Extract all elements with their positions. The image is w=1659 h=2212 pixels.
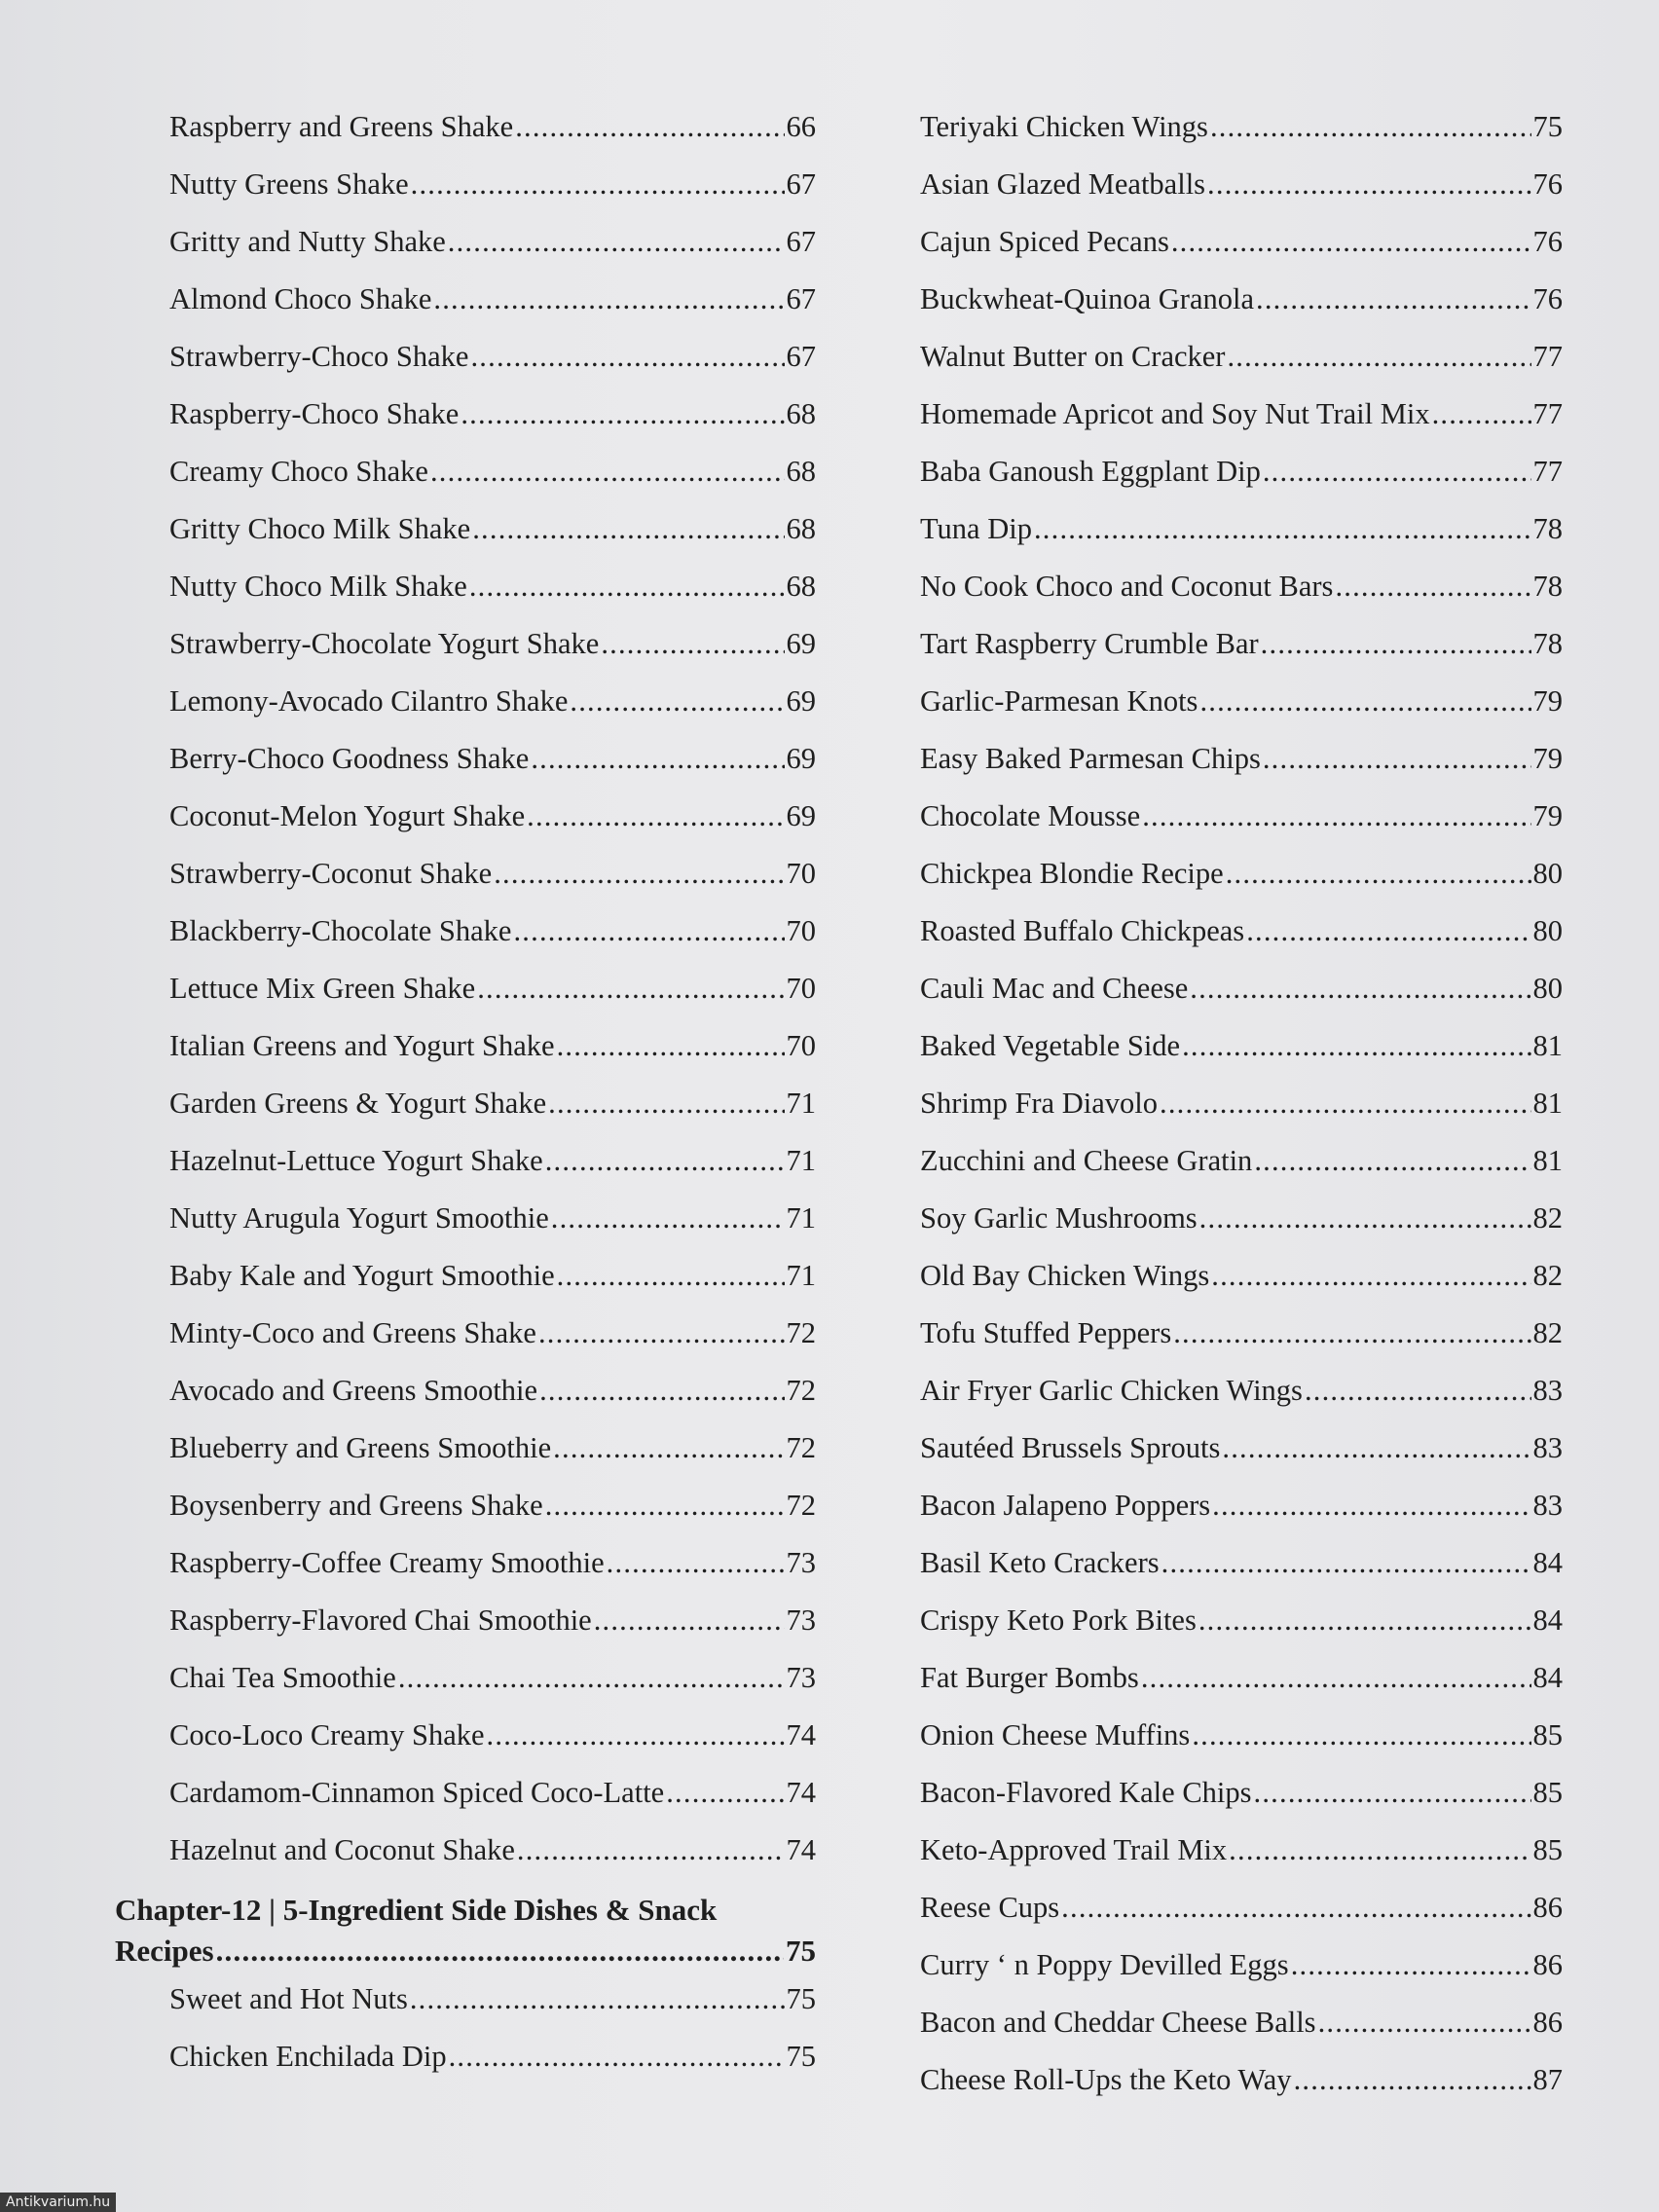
- chapter-heading: [115, 1888, 816, 1979]
- toc-entry: [920, 222, 1563, 279]
- toc-entry-title: Nutty Choco Milk Shake: [169, 570, 467, 603]
- toc-entry-page-number: 68: [786, 455, 816, 488]
- toc-entry-page-number: 76: [1532, 282, 1563, 315]
- dot-leader: [1034, 509, 1531, 548]
- dot-leader: [1171, 222, 1531, 261]
- toc-entry-title: Lettuce Mix Green Shake: [169, 972, 476, 1005]
- toc-entry-title: Easy Baked Parmesan Chips: [920, 742, 1261, 775]
- dot-leader: [1173, 1313, 1530, 1352]
- toc-entry: [115, 509, 816, 567]
- toc-entry: [920, 1141, 1563, 1198]
- toc-entry: [115, 1979, 816, 2037]
- toc-entry-page-number: 71: [786, 1087, 816, 1120]
- toc-entry-title: Blueberry and Greens Smoothie: [169, 1431, 552, 1464]
- toc-entry-title: Nutty Greens Shake: [169, 167, 409, 201]
- toc-entry-page-number: 70: [786, 857, 816, 890]
- dot-leader: [527, 796, 784, 835]
- dot-leader: [594, 1601, 785, 1640]
- dot-leader: [1318, 2003, 1531, 2042]
- dot-leader: [1261, 624, 1531, 663]
- toc-entry-title: Fat Burger Bombs: [920, 1661, 1139, 1694]
- toc-entry: [920, 567, 1563, 624]
- toc-entry: [920, 1888, 1563, 1945]
- toc-entry-title: Buckwheat-Quinoa Granola: [920, 282, 1255, 315]
- toc-entry: [115, 911, 816, 969]
- toc-entry-title: Gritty Choco Milk Shake: [169, 512, 471, 545]
- toc-entry-page-number: 72: [786, 1431, 816, 1464]
- dot-leader: [557, 1256, 785, 1295]
- toc-entry: [115, 394, 816, 452]
- toc-entry-page-number: 82: [1532, 1259, 1563, 1292]
- toc-entry-page-number: 78: [1532, 570, 1563, 603]
- toc-entry-title: Hazelnut and Coconut Shake: [169, 1833, 515, 1866]
- toc-entry-title: Italian Greens and Yogurt Shake: [169, 1029, 555, 1062]
- dot-leader: [1254, 1141, 1530, 1180]
- toc-entry-page-number: 86: [1532, 1948, 1563, 1981]
- toc-entry-page-number: 81: [1532, 1144, 1563, 1177]
- dot-leader: [1263, 739, 1531, 778]
- toc-entry-page-number: 69: [786, 684, 816, 718]
- toc-entry: [920, 969, 1563, 1026]
- toc-entry-title: Baked Vegetable Side: [920, 1029, 1181, 1062]
- toc-entry: [920, 1715, 1563, 1773]
- toc-entry-title: Raspberry-Choco Shake: [169, 397, 460, 430]
- toc-entry-page-number: 75: [1532, 110, 1563, 143]
- dot-leader: [449, 2037, 785, 2076]
- toc-entry: [115, 682, 816, 739]
- toc-entry-page-number: 71: [786, 1259, 816, 1292]
- toc-entry-title: Walnut Butter on Cracker: [920, 340, 1226, 373]
- toc-entry: [920, 739, 1563, 796]
- dot-leader: [1182, 1026, 1530, 1065]
- toc-entry-page-number: 68: [786, 570, 816, 603]
- toc-entry-page-number: 80: [1532, 857, 1563, 890]
- toc-entry: [115, 1084, 816, 1141]
- toc-entry: [115, 1141, 816, 1198]
- dot-leader: [494, 854, 784, 893]
- toc-entry-title: Bacon and Cheddar Cheese Balls: [920, 2006, 1316, 2039]
- toc-entry: [115, 1601, 816, 1658]
- toc-entry-page-number: 82: [1532, 1316, 1563, 1349]
- toc-entry-page-number: 83: [1532, 1374, 1563, 1407]
- toc-entry-title: Air Fryer Garlic Chicken Wings: [920, 1374, 1303, 1407]
- dot-leader: [487, 1715, 785, 1754]
- chapter-title-line2-row: [115, 1931, 816, 1972]
- dot-leader: [1199, 1198, 1531, 1237]
- toc-entry-title: Nutty Arugula Yogurt Smoothie: [169, 1201, 549, 1235]
- toc-entry-page-number: 76: [1532, 167, 1563, 201]
- dot-leader: [513, 911, 784, 950]
- dot-leader: [1199, 682, 1530, 720]
- toc-entry: [115, 969, 816, 1026]
- toc-entry-title: Sautéed Brussels Sprouts: [920, 1431, 1221, 1464]
- dot-leader: [398, 1658, 785, 1697]
- toc-entry: [115, 165, 816, 222]
- toc-entry: [920, 279, 1563, 337]
- dot-leader: [411, 165, 785, 203]
- toc-entry: [115, 739, 816, 796]
- toc-entry: [115, 2037, 816, 2094]
- toc-entry-title: Chicken Enchilada Dip: [169, 2040, 447, 2073]
- toc-entry: [115, 452, 816, 509]
- dot-leader: [539, 1371, 784, 1410]
- toc-entry-page-number: 76: [1532, 225, 1563, 258]
- toc-entry-title: Bacon Jalapeno Poppers: [920, 1489, 1211, 1522]
- dot-leader: [1160, 1084, 1531, 1123]
- dot-leader: [448, 222, 785, 261]
- toc-entry: [920, 1543, 1563, 1601]
- toc-entry: [115, 1715, 816, 1773]
- toc-entry-title: Minty-Coco and Greens Shake: [169, 1316, 536, 1349]
- toc-entry-page-number: 67: [786, 282, 816, 315]
- toc-entry: [920, 1256, 1563, 1313]
- toc-entry: [920, 509, 1563, 567]
- toc-entry-title: Reese Cups: [920, 1891, 1060, 1924]
- toc-entry-page-number: 86: [1532, 1891, 1563, 1924]
- toc-entry-page-number: 84: [1532, 1604, 1563, 1637]
- toc-entry-title: Tofu Stuffed Peppers: [920, 1316, 1172, 1349]
- toc-entry-page-number: 79: [1532, 684, 1563, 718]
- toc-entry: [115, 567, 816, 624]
- toc-entry-title: Cardamom-Cinnamon Spiced Coco-Latte: [169, 1776, 665, 1809]
- toc-entry-title: Asian Glazed Meatballs: [920, 167, 1206, 201]
- toc-entry-title: Cauli Mac and Cheese: [920, 972, 1189, 1005]
- toc-entry-page-number: 79: [1532, 799, 1563, 832]
- toc-entry-page-number: 70: [786, 972, 816, 1005]
- dot-leader: [1192, 1715, 1530, 1754]
- toc-entry: [115, 279, 816, 337]
- toc-entry-page-number: 77: [1532, 397, 1563, 430]
- toc-entry-page-number: 75: [786, 1982, 816, 2015]
- toc-entry-page-number: 73: [786, 1661, 816, 1694]
- toc-entry: [920, 682, 1563, 739]
- toc-entry-title: Bacon-Flavored Kale Chips: [920, 1776, 1252, 1809]
- dot-leader: [1256, 279, 1530, 318]
- toc-list-before: [115, 107, 816, 1888]
- toc-entry: [920, 1601, 1563, 1658]
- toc-entry: [115, 1198, 816, 1256]
- dot-leader: [1141, 1658, 1531, 1697]
- dot-leader: [1305, 1371, 1531, 1410]
- toc-entry-title: Chai Tea Smoothie: [169, 1661, 396, 1694]
- dot-leader: [1142, 796, 1530, 835]
- toc-entry-title: Homemade Apricot and Soy Nut Trail Mix: [920, 397, 1430, 430]
- toc-entry-title: Raspberry-Flavored Chai Smoothie: [169, 1604, 592, 1637]
- dot-leader: [1432, 394, 1531, 433]
- toc-entry-page-number: 70: [786, 914, 816, 947]
- toc-entry-page-number: 69: [786, 799, 816, 832]
- toc-entry-page-number: 74: [786, 1776, 816, 1809]
- toc-entry-title: Coconut-Melon Yogurt Shake: [169, 799, 526, 832]
- watermark: Antikvarium.hu: [0, 2193, 116, 2212]
- toc-entry-title: Avocado and Greens Smoothie: [169, 1374, 538, 1407]
- toc-entry-page-number: 69: [786, 627, 816, 660]
- toc-entry-page-number: 85: [1532, 1776, 1563, 1809]
- chapter-title-line2: Recipes: [115, 1934, 214, 1968]
- toc-entry: [920, 1945, 1563, 2003]
- toc-entry-page-number: 67: [786, 167, 816, 201]
- dot-leader: [601, 624, 784, 663]
- toc-entry: [115, 796, 816, 854]
- toc-entry: [920, 1026, 1563, 1084]
- toc-entry: [920, 165, 1563, 222]
- toc-entry-page-number: 67: [786, 340, 816, 373]
- toc-entry-title: Chocolate Mousse: [920, 799, 1141, 832]
- dot-leader: [1263, 452, 1531, 491]
- toc-entry-page-number: 68: [786, 397, 816, 430]
- dot-leader: [1061, 1888, 1530, 1927]
- dot-leader: [1291, 1945, 1531, 1984]
- toc-entry: [115, 1773, 816, 1830]
- dot-leader: [1222, 1428, 1530, 1467]
- dot-leader: [1161, 1543, 1531, 1582]
- dot-leader: [531, 739, 784, 778]
- toc-entry: [115, 1371, 816, 1428]
- toc-entry: [920, 796, 1563, 854]
- dot-leader: [517, 1830, 785, 1869]
- toc-entry: [115, 222, 816, 279]
- toc-entry: [920, 911, 1563, 969]
- toc-entry: [115, 337, 816, 394]
- toc-entry: [920, 1773, 1563, 1830]
- toc-entry-title: Roasted Buffalo Chickpeas: [920, 914, 1245, 947]
- toc-entry-title: Cheese Roll-Ups the Keto Way: [920, 2063, 1292, 2096]
- toc-entry-page-number: 77: [1532, 340, 1563, 373]
- dot-leader: [570, 682, 784, 720]
- dot-leader: [1190, 969, 1530, 1008]
- toc-entry: [115, 1486, 816, 1543]
- toc-entry-title: Creamy Choco Shake: [169, 455, 428, 488]
- toc-entry: [920, 854, 1563, 911]
- dot-leader: [1226, 854, 1531, 893]
- toc-entry: [920, 1428, 1563, 1486]
- toc-entry-page-number: 71: [786, 1201, 816, 1235]
- toc-entry-page-number: 82: [1532, 1201, 1563, 1235]
- toc-entry-page-number: 68: [786, 512, 816, 545]
- toc-entry-page-number: 80: [1532, 972, 1563, 1005]
- toc-entry-title: Old Bay Chicken Wings: [920, 1259, 1210, 1292]
- toc-entry-title: Teriyaki Chicken Wings: [920, 110, 1208, 143]
- dot-leader: [548, 1084, 784, 1123]
- toc-entry: [115, 107, 816, 165]
- toc-entry-page-number: 73: [786, 1546, 816, 1579]
- toc-entry-page-number: 83: [1532, 1431, 1563, 1464]
- toc-entry-page-number: 80: [1532, 914, 1563, 947]
- toc-entry-title: Blackberry-Chocolate Shake: [169, 914, 512, 947]
- chapter-title-line1: Chapter-12 | 5-Ingredient Side Dishes & Snack: [115, 1893, 718, 1927]
- toc-entry-title: Crispy Keto Pork Bites: [920, 1604, 1197, 1637]
- dot-leader: [545, 1141, 785, 1180]
- toc-entry-title: Strawberry-Coconut Shake: [169, 857, 493, 890]
- toc-entry-page-number: 75: [786, 2040, 816, 2073]
- toc-entry-title: Lemony-Avocado Cilantro Shake: [169, 684, 569, 718]
- toc-entry: [920, 1830, 1563, 1888]
- dot-leader: [469, 567, 785, 606]
- toc-entry-title: Sweet and Hot Nuts: [169, 1982, 408, 2015]
- dot-leader: [515, 107, 784, 146]
- toc-entry-title: Baby Kale and Yogurt Smoothie: [169, 1259, 555, 1292]
- toc-entry-page-number: 86: [1532, 2006, 1563, 2039]
- toc-right-column: [920, 107, 1563, 2118]
- toc-entry-title: Keto-Approved Trail Mix: [920, 1833, 1228, 1866]
- toc-entry-title: Zucchini and Cheese Gratin: [920, 1144, 1253, 1177]
- toc-entry-title: Garlic-Parmesan Knots: [920, 684, 1198, 718]
- toc-entry: [115, 1830, 816, 1888]
- toc-entry-page-number: 78: [1532, 627, 1563, 660]
- toc-entry-page-number: 72: [786, 1374, 816, 1407]
- toc-entry: [115, 1313, 816, 1371]
- toc-entry-page-number: 71: [786, 1144, 816, 1177]
- toc-entry-page-number: 74: [786, 1718, 816, 1751]
- toc-entry-title: Baba Ganoush Eggplant Dip: [920, 455, 1261, 488]
- dot-leader: [666, 1773, 784, 1812]
- toc-entry-title: Tuna Dip: [920, 512, 1032, 545]
- toc-entry: [920, 1198, 1563, 1256]
- toc-entry-title: Shrimp Fra Diavolo: [920, 1087, 1158, 1120]
- toc-entry: [920, 394, 1563, 452]
- toc-list-after: [115, 1979, 816, 2094]
- toc-entry-title: Coco-Loco Creamy Shake: [169, 1718, 485, 1751]
- toc-entry-page-number: 85: [1532, 1833, 1563, 1866]
- toc-entry: [920, 624, 1563, 682]
- toc-entry: [920, 2003, 1563, 2060]
- toc-entry: [920, 337, 1563, 394]
- toc-entry-title: Raspberry and Greens Shake: [169, 110, 514, 143]
- toc-entry-page-number: 69: [786, 742, 816, 775]
- toc-list-right: [920, 107, 1563, 2118]
- toc-entry-page-number: 79: [1532, 742, 1563, 775]
- toc-entry-title: Almond Choco Shake: [169, 282, 432, 315]
- toc-entry: [920, 1658, 1563, 1715]
- toc-entry-title: Soy Garlic Mushrooms: [920, 1201, 1198, 1235]
- toc-entry: [115, 1658, 816, 1715]
- toc-entry-page-number: 78: [1532, 512, 1563, 545]
- toc-entry: [115, 1428, 816, 1486]
- toc-entry-title: Onion Cheese Muffins: [920, 1718, 1191, 1751]
- toc-entry-page-number: 81: [1532, 1087, 1563, 1120]
- toc-entry: [920, 107, 1563, 165]
- dot-leader: [1198, 1601, 1531, 1640]
- toc-entry-title: Strawberry-Choco Shake: [169, 340, 469, 373]
- dot-leader: [1207, 165, 1530, 203]
- toc-entry-title: Strawberry-Chocolate Yogurt Shake: [169, 627, 600, 660]
- toc-entry-title: Gritty and Nutty Shake: [169, 225, 446, 258]
- toc-entry: [115, 1256, 816, 1313]
- dot-leader: [551, 1198, 785, 1237]
- toc-entry-page-number: 72: [786, 1489, 816, 1522]
- chapter-page-number: 75: [786, 1934, 816, 1968]
- dot-leader: [430, 452, 785, 491]
- dot-leader: [1254, 1773, 1531, 1812]
- dot-leader: [477, 969, 784, 1008]
- toc-entry-title: Hazelnut-Lettuce Yogurt Shake: [169, 1144, 543, 1177]
- toc-entry-page-number: 74: [786, 1833, 816, 1866]
- dot-leader: [1335, 567, 1530, 606]
- dot-leader: [1212, 1486, 1530, 1525]
- toc-entry-title: Curry ‘ n Poppy Devilled Eggs: [920, 1948, 1289, 1981]
- dot-leader: [216, 1931, 784, 1972]
- dot-leader: [1294, 2060, 1531, 2099]
- toc-left-column: [115, 107, 816, 2094]
- toc-entry: [115, 1026, 816, 1084]
- dot-leader: [1246, 911, 1530, 950]
- dot-leader: [538, 1313, 785, 1352]
- dot-leader: [1210, 107, 1531, 146]
- toc-entry-page-number: 87: [1532, 2063, 1563, 2096]
- dot-leader: [470, 337, 784, 376]
- toc-entry-page-number: 84: [1532, 1661, 1563, 1694]
- toc-entry: [115, 854, 816, 911]
- dot-leader: [553, 1428, 784, 1467]
- toc-entry-title: Chickpea Blondie Recipe: [920, 857, 1224, 890]
- dot-leader: [461, 394, 784, 433]
- toc-entry-page-number: 72: [786, 1316, 816, 1349]
- toc-entry-page-number: 84: [1532, 1546, 1563, 1579]
- toc-entry: [115, 1543, 816, 1601]
- toc-entry: [920, 1486, 1563, 1543]
- toc-entry: [920, 452, 1563, 509]
- toc-entry: [920, 1313, 1563, 1371]
- toc-entry-title: Tart Raspberry Crumble Bar: [920, 627, 1259, 660]
- dot-leader: [472, 509, 784, 548]
- toc-entry-title: Garden Greens & Yogurt Shake: [169, 1087, 547, 1120]
- toc-entry-page-number: 66: [786, 110, 816, 143]
- toc-entry-title: Berry-Choco Goodness Shake: [169, 742, 530, 775]
- dot-leader: [557, 1026, 785, 1065]
- dot-leader: [1211, 1256, 1530, 1295]
- toc-entry: [115, 624, 816, 682]
- toc-entry-page-number: 85: [1532, 1718, 1563, 1751]
- dot-leader: [607, 1543, 785, 1582]
- toc-entry-page-number: 67: [786, 225, 816, 258]
- toc-entry-title: Raspberry-Coffee Creamy Smoothie: [169, 1546, 605, 1579]
- toc-entry: [920, 1084, 1563, 1141]
- dot-leader: [410, 1979, 785, 2018]
- toc-entry-page-number: 73: [786, 1604, 816, 1637]
- toc-entry-page-number: 77: [1532, 455, 1563, 488]
- toc-entry-title: No Cook Choco and Coconut Bars: [920, 570, 1334, 603]
- toc-entry-title: Basil Keto Crackers: [920, 1546, 1160, 1579]
- dot-leader: [1229, 1830, 1530, 1869]
- toc-entry-page-number: 70: [786, 1029, 816, 1062]
- dot-leader: [433, 279, 784, 318]
- toc-entry: [920, 1371, 1563, 1428]
- toc-entry-page-number: 81: [1532, 1029, 1563, 1062]
- dot-leader: [1227, 337, 1530, 376]
- toc-entry-title: Cajun Spiced Pecans: [920, 225, 1169, 258]
- toc-entry-page-number: 83: [1532, 1489, 1563, 1522]
- toc-entry-title: Boysenberry and Greens Shake: [169, 1489, 543, 1522]
- toc-entry: [920, 2060, 1563, 2118]
- dot-leader: [545, 1486, 785, 1525]
